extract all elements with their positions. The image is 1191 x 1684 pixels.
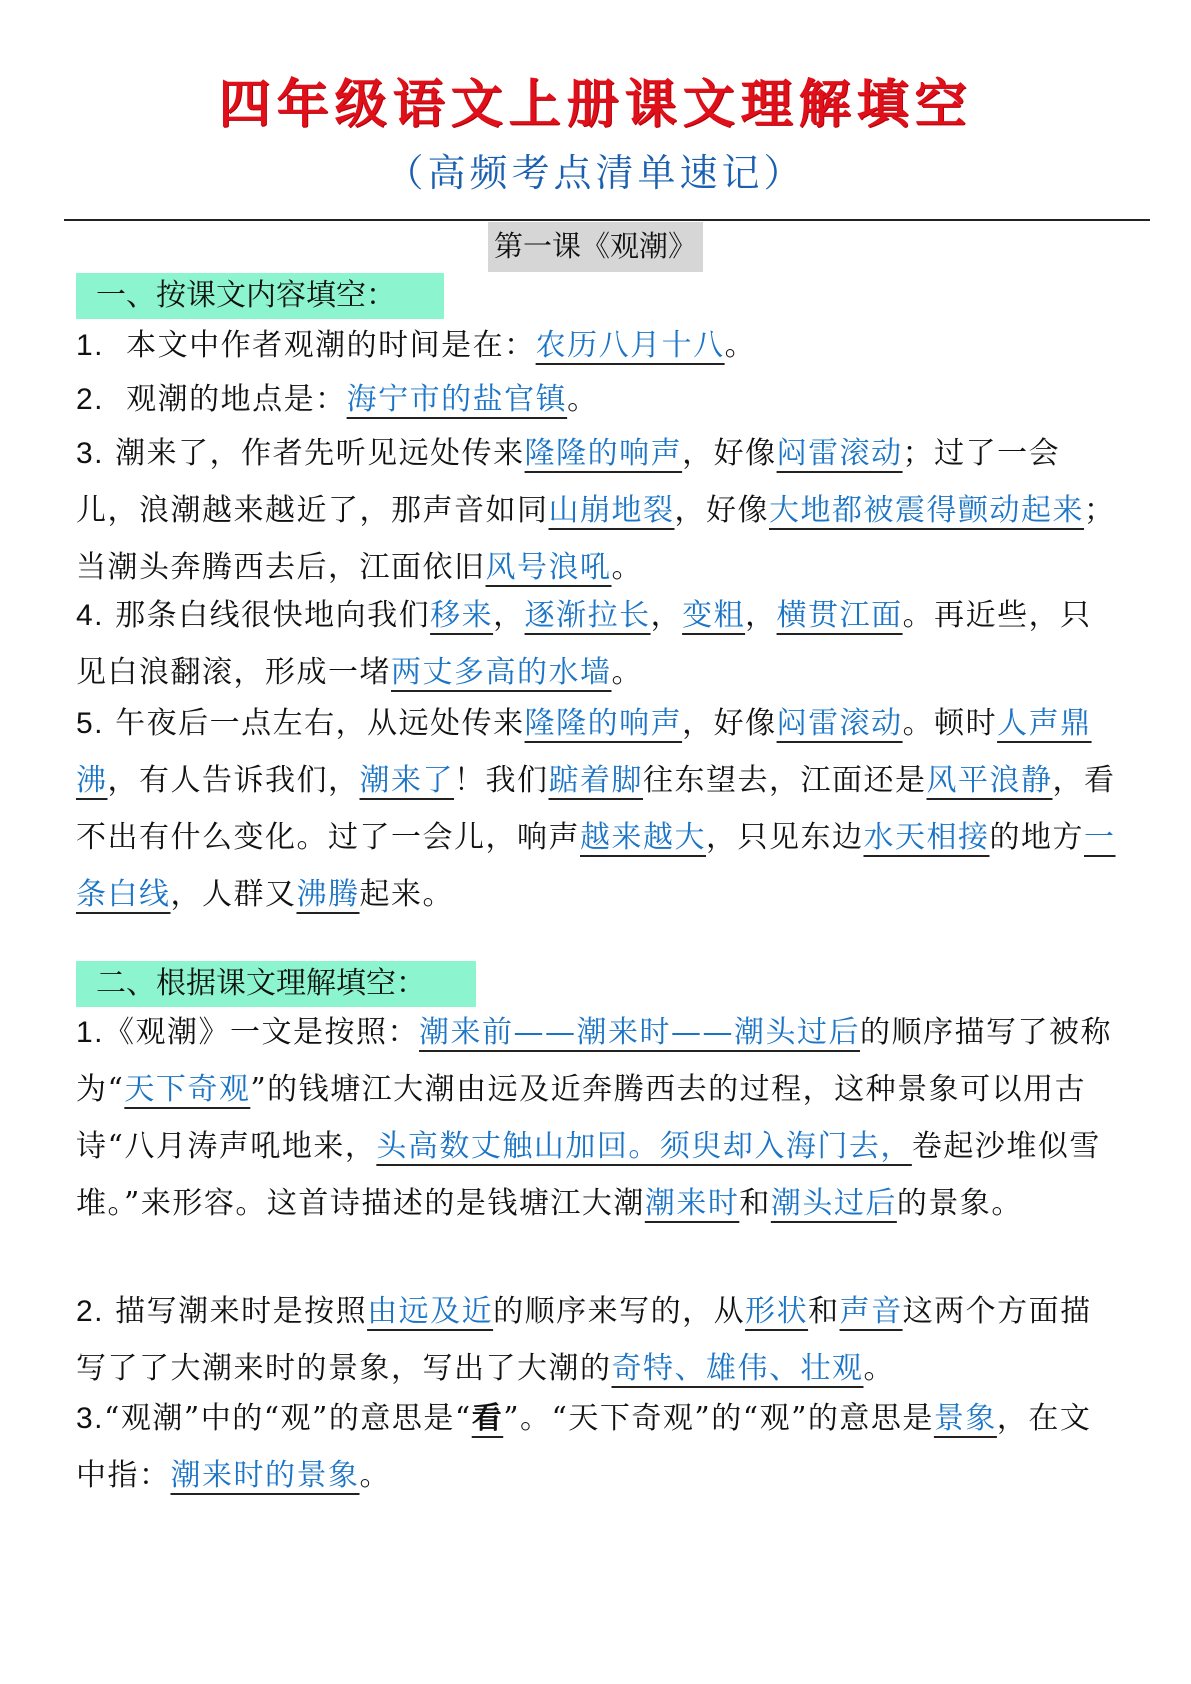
lesson-heading-row xyxy=(0,222,1191,272)
answer-blank: 风平浪静 xyxy=(926,763,1053,798)
answer-blank: 水天相接 xyxy=(863,820,990,855)
answer-blank: 奇特、雄伟、壮观 xyxy=(611,1351,864,1386)
page-subtitle: （高频考点清单速记） xyxy=(385,151,806,195)
question-2-1: 1.《观潮》一文是按照：潮来前——潮来时——潮头过后的顺序描写了被称为“天下奇观”的钱塘江大潮由远及近奔腾西去的过程，这种景象可以用古诗“八月涛声吼地来，头高数丈触山加回。须臾却入海门去，卷起沙堆似雪堆。”来形容。这首诗描述的是钱塘江大潮潮来时和潮头过后的景象。 xyxy=(76,1015,1113,1221)
answer-blank: 头高数丈触山加回。须臾却入海门去， xyxy=(376,1129,912,1164)
answer-blank: 潮来时 xyxy=(644,1186,740,1221)
question-1-1: 1. 本文中作者观潮的时间是在：农历八月十八。 xyxy=(76,328,757,363)
answer-blank: 变粗 xyxy=(682,598,746,633)
answer-blank: 越来越大 xyxy=(580,820,706,855)
section-heading-2: 二、根据课文理解填空： xyxy=(76,961,476,1007)
answer-blank: 隆隆的响声 xyxy=(524,436,683,471)
answer-blank: 横贯江面 xyxy=(776,598,903,633)
answer-blank: 形状 xyxy=(745,1294,809,1329)
answer-blank: 闷雷滚动 xyxy=(776,436,903,471)
answer-blank: 景象 xyxy=(933,1401,997,1436)
answer-blank: 风号浪吼 xyxy=(485,550,612,585)
lesson-title: 第一课《观潮》 xyxy=(488,222,703,272)
question-1-2: 2. 观潮的地点是：海宁市的盐官镇。 xyxy=(76,382,599,417)
question-1-5: 5. 午夜后一点左右，从远处传来隆隆的响声，好像闷雷滚动。顿时人声鼎沸，有人告诉我们，潮来了！我们踮着脚往东望去，江面还是风平浪静，看不出有什么变化。过了一会儿，响声越来越大，只见东边水天相接的地方一条白线，人群又沸腾起来。 xyxy=(76,706,1116,912)
question-1-3: 3. 潮来了，作者先听见远处传来隆隆的响声，好像闷雷滚动；过了一会儿，浪潮越来越近了，那声音如同山崩地裂，好像大地都被震得颤动起来；当潮头奔腾西去后，江面依旧风号浪吼。 xyxy=(76,436,1116,585)
answer-blank: 海宁市的盐官镇 xyxy=(346,382,568,417)
answer-blank: 由远及近 xyxy=(367,1294,494,1329)
question-1-4: 4. 那条白线很快地向我们移来，逐渐拉长，变粗，横贯江面。再近些，只见白浪翻滚，形成一堵两丈多高的水墙。 xyxy=(76,598,1092,690)
section-heading-1: 一、按课文内容填空： xyxy=(76,273,444,319)
answer-blank: 沸腾 xyxy=(296,877,360,912)
answer-blank: 移来 xyxy=(430,598,494,633)
answer-blank: 潮来前——潮来时——潮头过后 xyxy=(419,1015,861,1050)
answer-blank: 天下奇观 xyxy=(124,1072,251,1107)
page-title: 四年级语文上册课文理解填空 xyxy=(218,75,973,135)
answer-blank: 大地都被震得颤动起来 xyxy=(769,493,1084,528)
answer-blank: 隆隆的响声 xyxy=(524,706,683,741)
answer-blank: 潮来时的景象 xyxy=(170,1458,360,1493)
answer-blank: 声音 xyxy=(839,1294,903,1329)
question-2-3: 3.“观潮”中的“观”的意思是“看”。“天下奇观”的“观”的意思是景象，在文中指：潮来时的景象。 xyxy=(76,1401,1092,1493)
answer-blank: 闷雷滚动 xyxy=(776,706,903,741)
answer-blank: 人声鼎沸 xyxy=(76,706,1092,798)
answer-blank: 两丈多高的水墙 xyxy=(391,655,612,690)
answer-blank: 看 xyxy=(471,1401,504,1436)
answer-blank: 潮来了 xyxy=(359,763,454,798)
divider xyxy=(64,219,1150,221)
answer-blank: 逐渐拉长 xyxy=(524,598,651,633)
answer-blank: 一条白线 xyxy=(76,820,1116,912)
answer-blank: 山崩地裂 xyxy=(548,493,675,528)
answer-blank: 农历八月十八 xyxy=(535,328,725,363)
answer-blank: 潮头过后 xyxy=(770,1186,897,1221)
answer-blank: 踮着脚 xyxy=(548,763,643,798)
question-2-2: 2. 描写潮来时是按照由远及近的顺序来写的，从形状和声音这两个方面描写了了大潮来时的景象，写出了大潮的奇特、雄伟、壮观。 xyxy=(76,1294,1092,1386)
